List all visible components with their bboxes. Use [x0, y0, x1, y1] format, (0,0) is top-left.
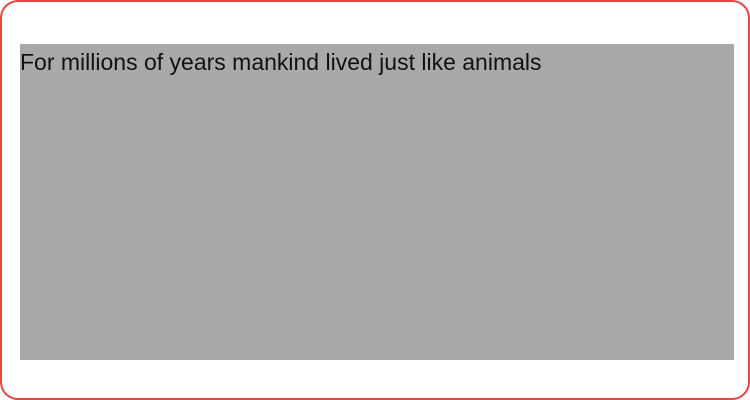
panel-text: For millions of years mankind lived just like animals	[20, 49, 542, 75]
content-panel	[20, 44, 734, 360]
